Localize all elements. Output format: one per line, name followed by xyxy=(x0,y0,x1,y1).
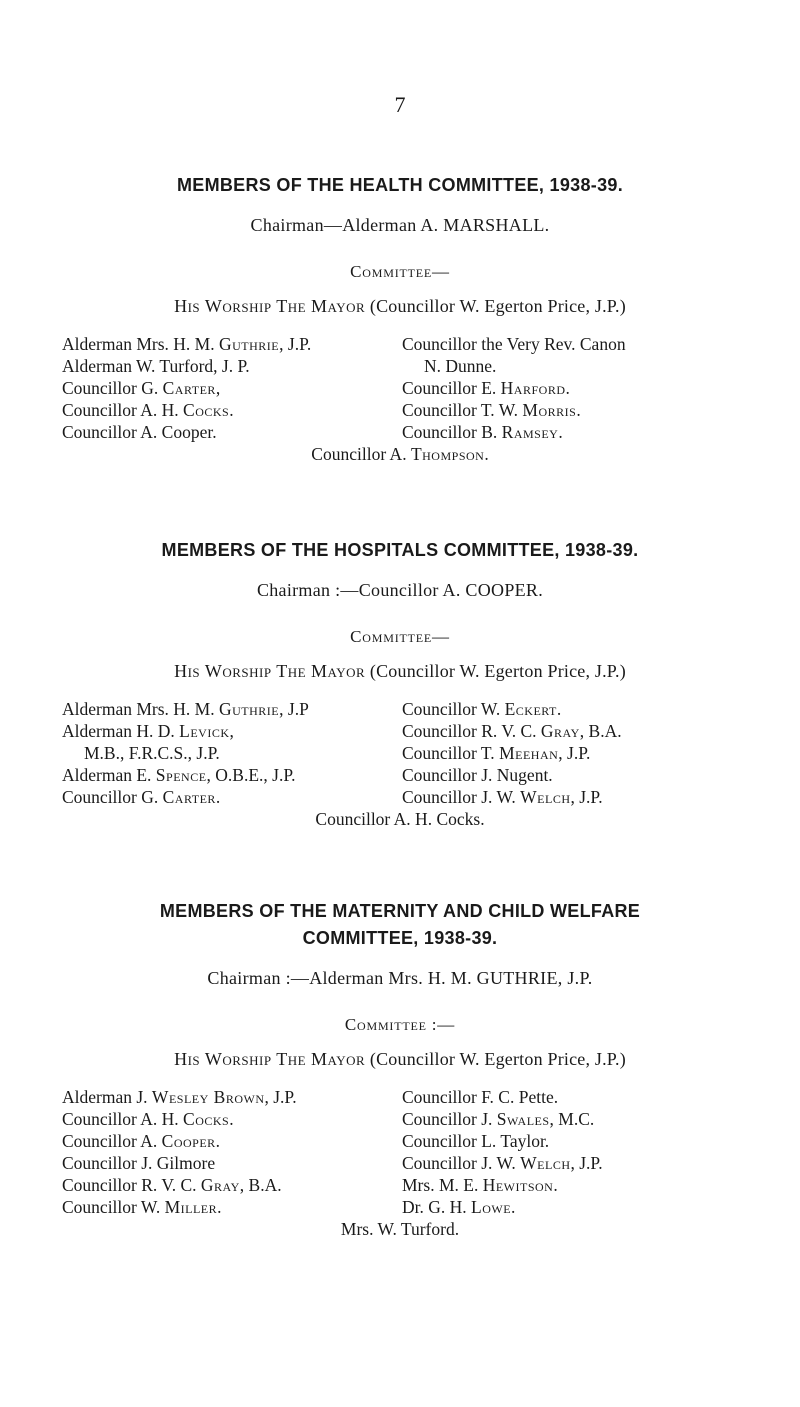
maternity-last-member: Mrs. W. Turford. xyxy=(340,1219,460,1239)
member-entry: Councillor G. Carter, xyxy=(62,378,221,398)
member-entry: Councillor E. Harford. xyxy=(402,378,570,398)
hospitals-committee-label: Committee— xyxy=(350,627,450,646)
hospitals-mayor-title: His Worship The Mayor xyxy=(174,661,366,681)
member-entry: Alderman W. Turford, J. P. xyxy=(62,356,250,376)
health-mayor-title: His Worship The Mayor xyxy=(174,296,366,316)
member-entry: Councillor A. Cooper. xyxy=(62,422,217,442)
page-number: 7 xyxy=(394,92,406,117)
maternity-heading-line1: MEMBERS OF THE MATERNITY AND CHILD WELFARE xyxy=(159,901,641,921)
member-entry: Councillor W. Miller. xyxy=(62,1197,222,1217)
maternity-heading-line2: COMMITTEE, 1938-39. xyxy=(302,928,498,948)
member-entry: Councillor W. Eckert. xyxy=(402,699,562,719)
member-entry: Councillor R. V. C. Gray, B.A. xyxy=(402,721,622,741)
member-entry: Dr. G. H. Lowe. xyxy=(402,1197,516,1217)
member-entry: Councillor the Very Rev. Canon xyxy=(402,334,626,354)
member-entry: Mrs. M. E. Hewitson. xyxy=(402,1175,558,1195)
health-mayor-line xyxy=(0,296,800,317)
health-chairman: Chairman—Alderman A. MARSHALL. xyxy=(250,215,550,235)
member-entry: Councillor J. Nugent. xyxy=(402,765,553,785)
maternity-mayor-name: (Councillor W. Egerton Price, J.P.) xyxy=(369,1049,626,1069)
health-left-column xyxy=(62,333,311,443)
member-entry: Councillor F. C. Pette. xyxy=(402,1087,559,1107)
hospitals-left-column xyxy=(62,698,309,808)
hospitals-chairman: Chairman :—Councillor A. COOPER. xyxy=(256,580,544,600)
member-entry: Councillor J. Swales, M.C. xyxy=(402,1109,595,1129)
member-entry: Alderman Mrs. H. M. Guthrie, J.P xyxy=(62,699,309,719)
maternity-member-list xyxy=(0,1086,800,1238)
health-last-member: Councillor A. Thompson. xyxy=(311,444,489,464)
member-entry: Alderman Mrs. H. M. Guthrie, J.P. xyxy=(62,334,312,354)
maternity-chairman: Chairman :—Alderman Mrs. H. M. GUTHRIE, J.P. xyxy=(207,968,593,988)
maternity-mayor-title: His Worship The Mayor xyxy=(174,1049,366,1069)
health-right-column xyxy=(402,333,626,443)
health-committee-label: Committee— xyxy=(350,262,450,281)
health-member-list xyxy=(0,333,800,463)
member-entry: Councillor J. Gilmore xyxy=(62,1153,216,1173)
member-entry: Councillor T. Meehan, J.P. xyxy=(402,743,591,763)
hospitals-mayor-name: (Councillor W. Egerton Price, J.P.) xyxy=(369,661,626,681)
maternity-committee-section xyxy=(0,898,800,1240)
member-entry: Councillor J. W. Welch, J.P. xyxy=(402,1153,603,1173)
maternity-mayor-line xyxy=(0,1049,800,1070)
health-mayor-name: (Councillor W. Egerton Price, J.P.) xyxy=(369,296,626,316)
hospitals-heading: MEMBERS OF THE HOSPITALS COMMITTEE, 1938-39. xyxy=(161,540,639,560)
maternity-right-column xyxy=(402,1086,603,1218)
member-entry: Councillor L. Taylor. xyxy=(402,1131,550,1151)
member-entry: Alderman J. Wesley Brown, J.P. xyxy=(62,1087,297,1107)
member-entry: Councillor A. H. Cocks. xyxy=(62,400,234,420)
member-entry: Alderman H. D. Levick, xyxy=(62,721,234,741)
member-entry: Councillor B. Ramsey. xyxy=(402,422,563,442)
member-entry: Councillor R. V. C. Gray, B.A. xyxy=(62,1175,282,1195)
health-heading: MEMBERS OF THE HEALTH COMMITTEE, 1938-39. xyxy=(176,175,623,195)
member-entry: Councillor G. Carter. xyxy=(62,787,221,807)
hospitals-mayor-line xyxy=(0,661,800,682)
member-entry: Alderman E. Spence, O.B.E., J.P. xyxy=(62,765,296,785)
member-entry: Councillor T. W. Morris. xyxy=(402,400,581,420)
health-committee-section xyxy=(0,172,800,465)
member-entry: Councillor A. H. Cocks. xyxy=(62,1109,234,1129)
maternity-left-column xyxy=(62,1086,297,1218)
hospitals-last-member: Councillor A. H. Cocks. xyxy=(315,809,485,829)
maternity-committee-label: Committee :— xyxy=(344,1015,456,1034)
hospitals-right-column xyxy=(402,698,622,808)
member-entry: M.B., F.R.C.S., J.P. xyxy=(84,743,220,763)
member-entry: N. Dunne. xyxy=(424,356,497,376)
hospitals-member-list xyxy=(0,698,800,828)
member-entry: Councillor J. W. Welch, J.P. xyxy=(402,787,603,807)
member-entry: Councillor A. Cooper. xyxy=(62,1131,221,1151)
hospitals-committee-section xyxy=(0,537,800,830)
